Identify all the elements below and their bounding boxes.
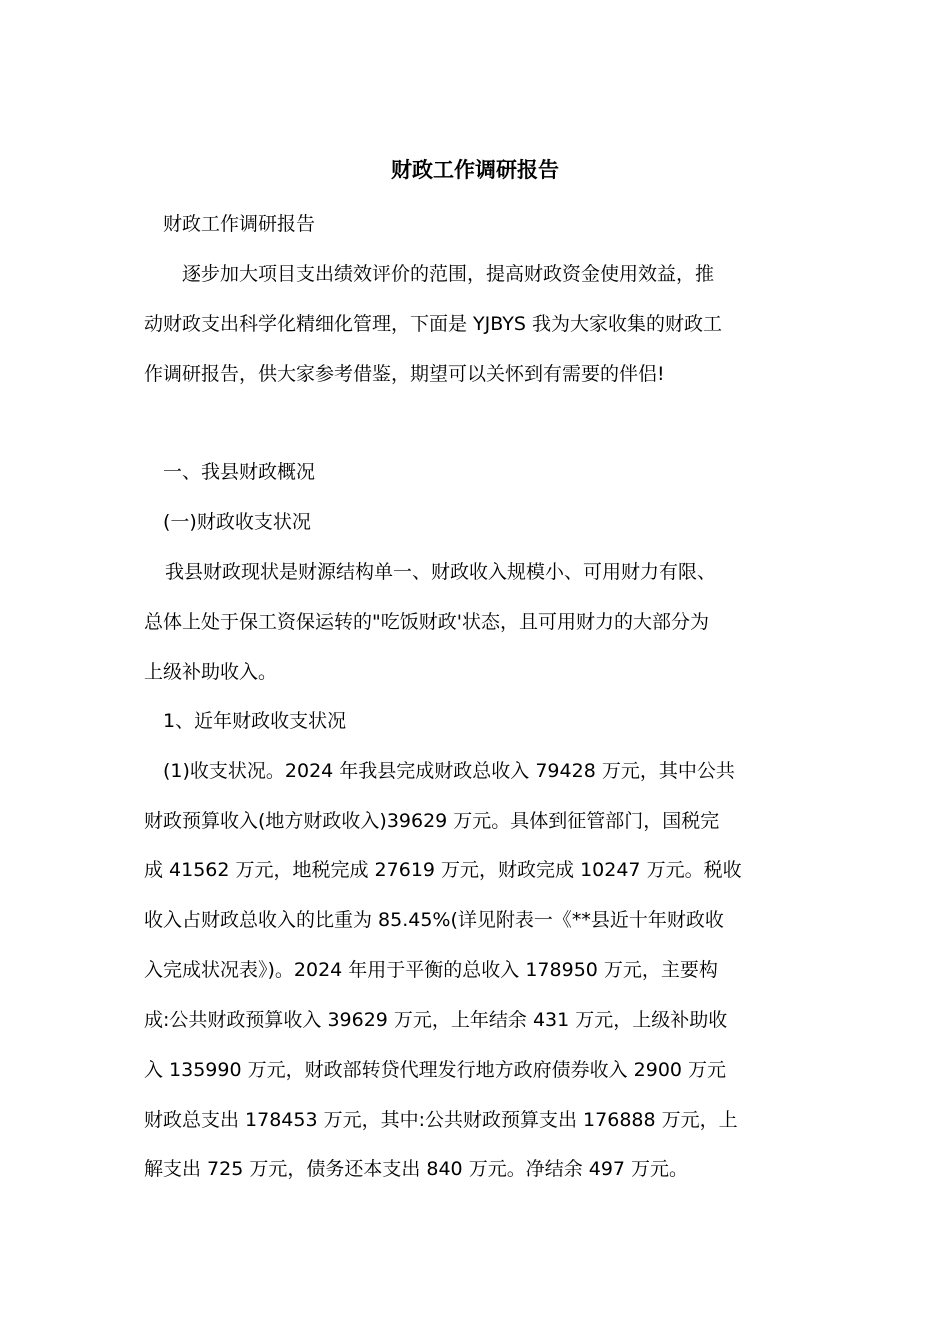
paragraph-line: 总体上处于保工资保运转的"吃饭财政'状态，且可用财力的大部分为	[144, 611, 709, 633]
subsection-heading: (一)财政收支状况	[163, 511, 311, 533]
paragraph-line: 成 41562 万元，地税完成 27619 万元，财政完成 10247 万元。税收	[144, 859, 742, 881]
paragraph-line: 收入占财政总收入的比重为 85.45%(详见附表一《**县近十年财政收	[144, 909, 724, 931]
subsubsection-heading: 1、近年财政收支状况	[163, 710, 347, 732]
intro-line: 动财政支出科学化精细化管理，下面是 YJBYS 我为大家收集的财政工	[144, 313, 722, 335]
intro-line: 逐步加大项目支出绩效评价的范围，提高财政资金使用效益，推	[182, 263, 715, 285]
section-heading: 一、我县财政概况	[163, 461, 316, 483]
paragraph-line: 上级补助收入。	[144, 661, 278, 683]
paragraph-line: 财政总支出 178453 万元，其中:公共财政预算支出 176888 万元，上	[144, 1109, 738, 1131]
paragraph-line: 解支出 725 万元，债务还本支出 840 万元。净结余 497 万元。	[144, 1158, 689, 1180]
document-title: 财政工作调研报告	[391, 158, 559, 182]
paragraph-line: (1)收支状况。2024 年我县完成财政总收入 79428 万元，其中公共	[163, 760, 735, 782]
paragraph-line: 入 135990 万元，财政部转贷代理发行地方政府债券收入 2900 万元	[144, 1059, 727, 1081]
paragraph-line: 财政预算收入(地方财政收入)39629 万元。具体到征管部门，国税完	[144, 810, 720, 832]
paragraph-line: 成:公共财政预算收入 39629 万元，上年结余 431 万元，上级补助收	[144, 1009, 728, 1031]
paragraph-line: 我县财政现状是财源结构单一、财政收入规模小、可用财力有限、	[165, 561, 717, 583]
document-subtitle: 财政工作调研报告	[163, 213, 316, 235]
paragraph-line: 入完成状况表》)。2024 年用于平衡的总收入 178950 万元，主要构	[144, 959, 718, 981]
intro-line: 作调研报告，供大家参考借鉴，期望可以关怀到有需要的伴侣!	[144, 363, 665, 385]
